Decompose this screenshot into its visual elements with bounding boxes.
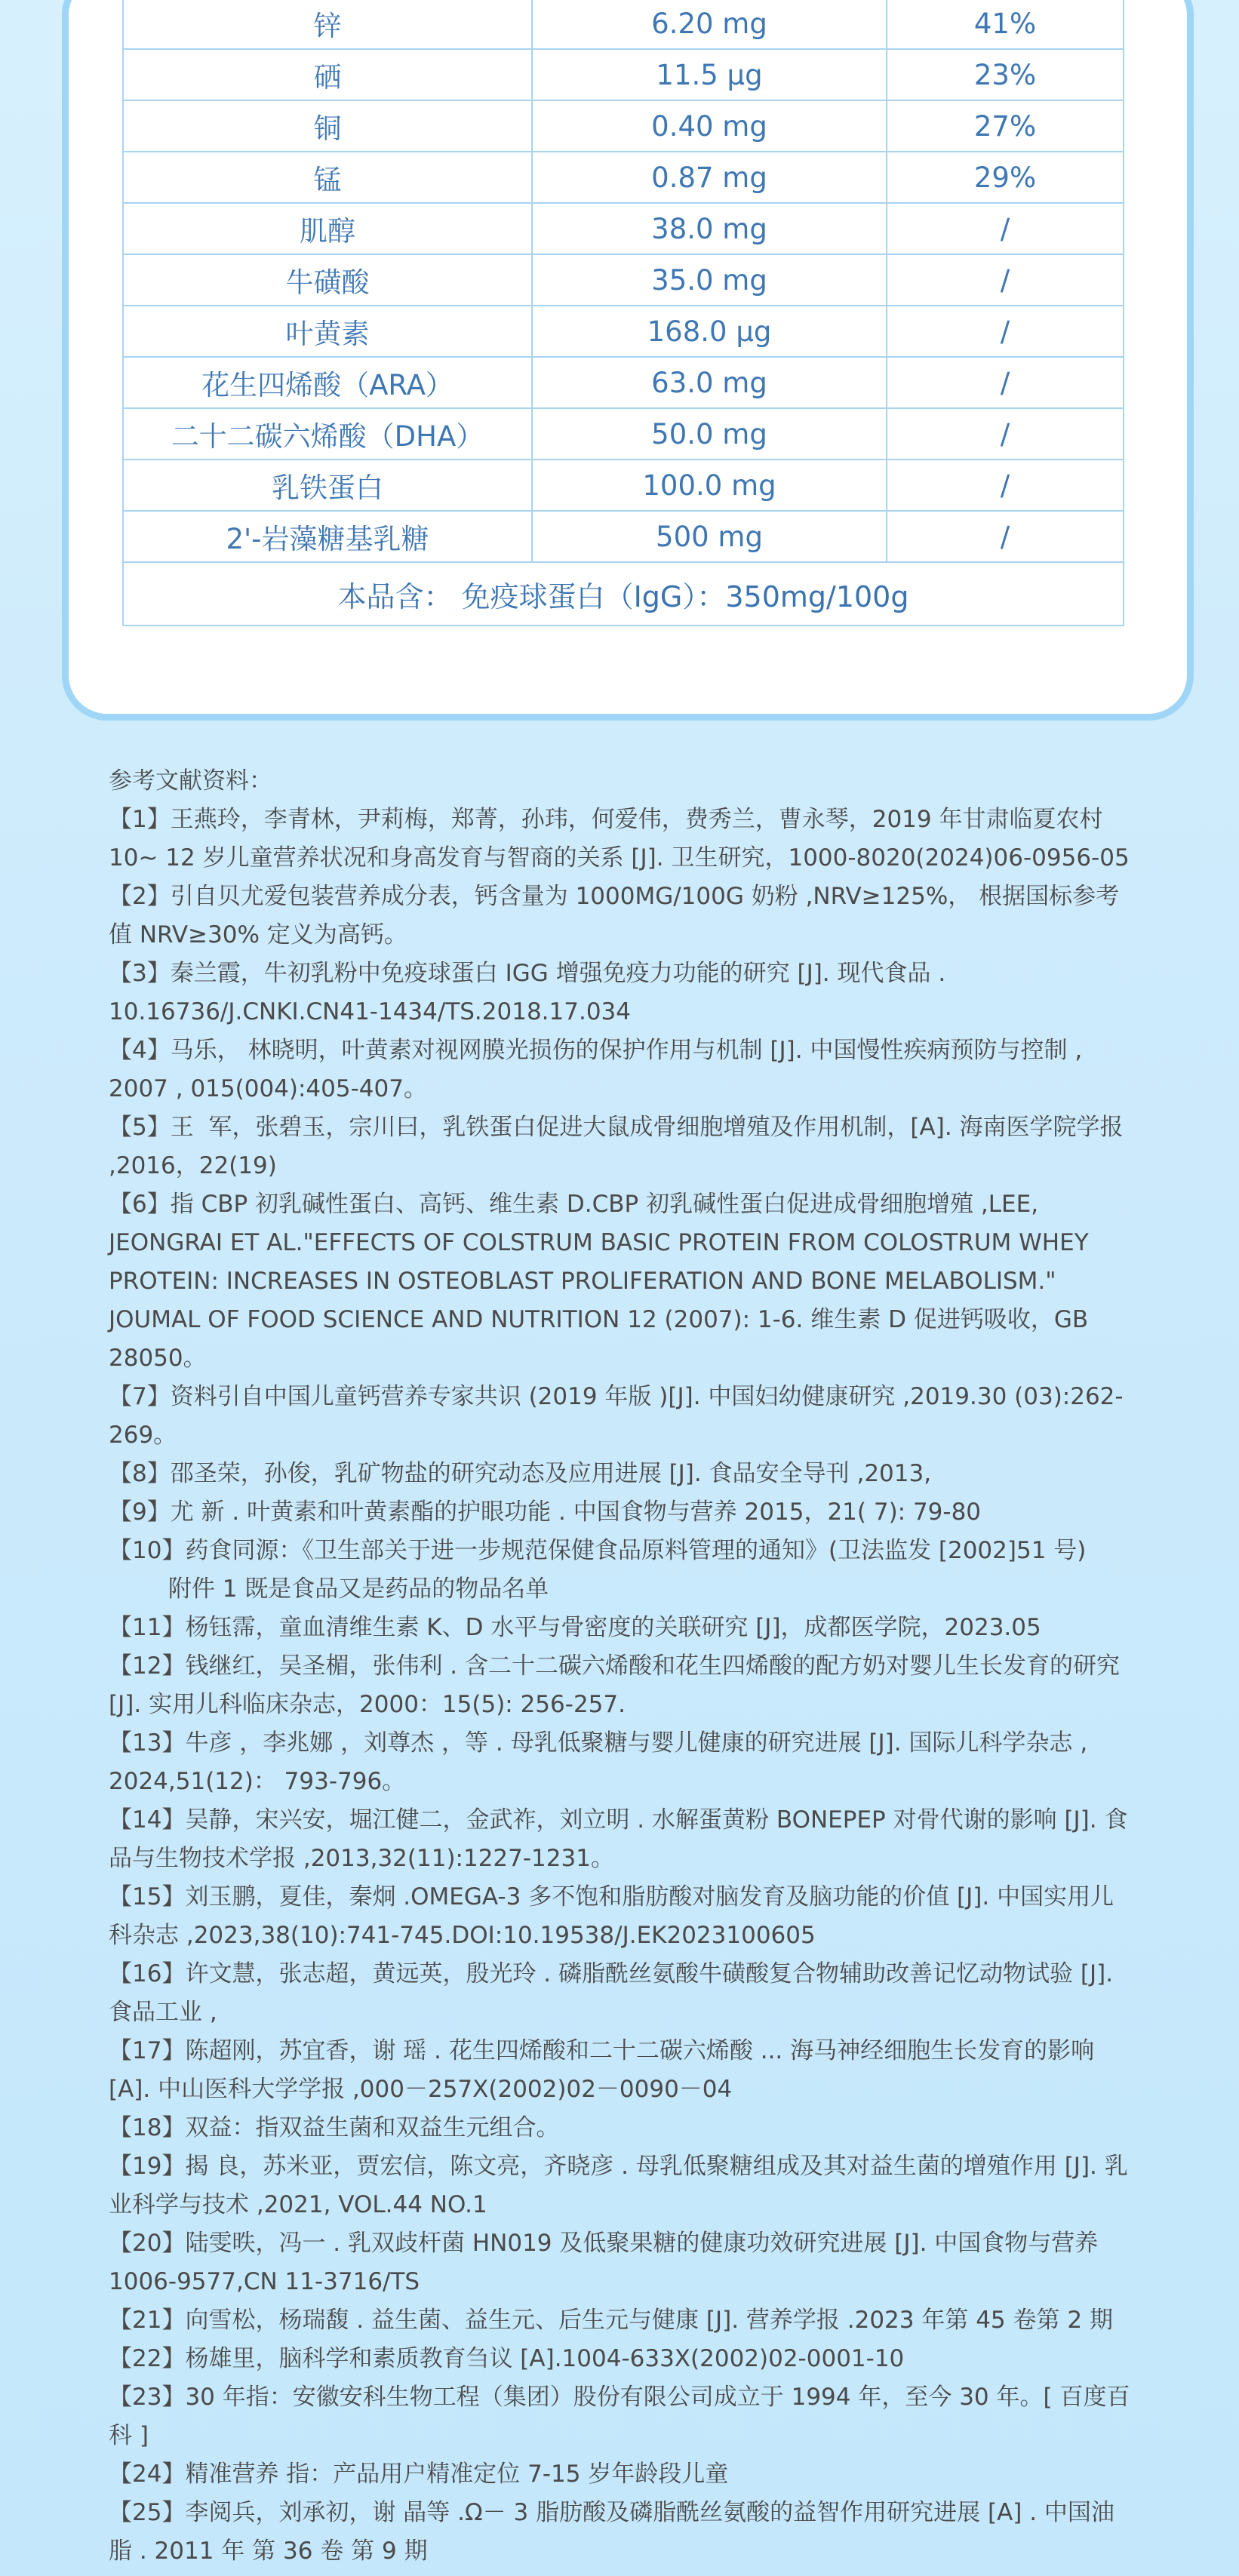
nutrient-amount: 63.0 mg: [532, 357, 887, 408]
nutrient-amount: 0.40 mg: [532, 100, 887, 152]
nutrient-nrv: /: [887, 511, 1124, 562]
reference-item: 【21】向雪松，杨瑞馥 . 益生菌、益生元、后生元与健康 [J]. 营养学报 .2023 年第 45 卷第 2 期: [109, 2307, 1113, 2334]
reference-item: 【19】揭 良，苏米亚，贾宏信，陈文亮，齐晓彦 . 母乳低聚糖组成及其对益生菌的增殖作用 [J]. 乳业科学与技术 ,2021, VOL.44 NO.1: [109, 2153, 1128, 2218]
nutrient-name: 花生四烯酸（ARA）: [123, 357, 532, 408]
reference-item: 【20】陆雯昳，冯一 . 乳双歧杆菌 HN019 及低聚果糖的健康功效研究进展 [J]. 中国食物与营养 1006-9577,CN 11-3716/TS: [109, 2230, 1106, 2295]
table-row: [123, 0, 1124, 49]
reference-item: 【23】30 年指：安徽安科生物工程（集团）股份有限公司成立于 1994 年，至今 30 年。[ 百度百科 ]: [109, 2384, 1130, 2449]
table-row: [123, 306, 1124, 357]
reference-item: 【16】许文慧，张志超，黄远英，殷光玲 . 磷脂酰丝氨酸牛磺酸复合物辅助改善记忆动物试验 [J]. 食品工业 ,: [109, 1960, 1121, 2026]
nutrition-table: [122, 0, 1124, 626]
nutrient-nrv: /: [887, 460, 1124, 511]
table-row: [123, 203, 1124, 254]
table-footer-row: [123, 562, 1124, 626]
reference-item: 【5】王 军，张碧玉，宗川曰，乳铁蛋白促进大鼠成骨细胞增殖及作用机制，[A]. 海南医学院学报 ,2016，22(19): [109, 1114, 1131, 1179]
nutrient-name: 乳铁蛋白: [123, 460, 532, 511]
nutrient-name: 锰: [123, 152, 532, 203]
reference-item: 【14】吴静，宋兴安，堀江健二，金武祚，刘立明 . 水解蛋黄粉 BONEPEP 对骨代谢的影响 [J]. 食品与生物技术学报 ,2013,32(11):1227-1231。: [109, 1806, 1128, 1872]
table-footer-note: 本品含： 免疫球蛋白（IgG）：350mg/100g: [123, 562, 1124, 626]
nutrient-nrv: /: [887, 306, 1124, 357]
reference-item: 【1】王燕玲，李青林，尹莉梅，郑菁，孙玮，何爱伟，费秀兰，曹永琴，2019 年甘肃临夏农村 10~ 12 岁儿童营养状况和身高发育与智商的关系 [J]. 卫生研究，1000-8020(2024)06-0956-05: [109, 806, 1130, 871]
nutrient-name: 叶黄素: [123, 306, 532, 357]
reference-item: 【12】钱继红，吴圣楣，张伟利 . 含二十二碳六烯酸和花生四烯酸的配方奶对婴儿生长发育的研究 [J]. 实用儿科临床杂志，2000：15(5): 256-257.: [109, 1652, 1127, 1718]
table-row: [123, 100, 1124, 152]
nutrient-amount: 0.87 mg: [532, 152, 887, 203]
reference-item: 【4】马乐， 林晓明，叶黄素对视网膜光损伤的保护作用与机制 [J]. 中国慢性疾病预防与控制 , 2007 , 015(004):405-407。: [109, 1037, 1090, 1102]
nutrient-nrv: 27%: [887, 100, 1124, 152]
references-list: [109, 801, 1135, 2571]
table-row: [123, 408, 1124, 460]
reference-item: 【8】邵圣荣，孙俊，乳矿物盐的研究动态及应用进展 [J]. 食品安全导刊 ,2013,: [109, 1460, 932, 1487]
nutrient-amount: 168.0 μg: [532, 306, 887, 357]
reference-item: 【13】牛彦 ，李兆娜 ，刘尊杰 ，等 . 母乳低聚糖与婴儿健康的研究进展 [J]. 国际儿科学杂志 , 2024,51(12)： 793-796。: [109, 1729, 1096, 1795]
reference-item: 【22】杨雄里，脑科学和素质教育刍议 [A].1004-633X(2002)02-0001-10: [109, 2345, 905, 2372]
table-row: [123, 49, 1124, 100]
nutrient-amount: 38.0 mg: [532, 203, 887, 254]
reference-item: 【7】资料引自中国儿童钙营养专家共识 (2019 年版 )[J]. 中国妇幼健康研究 ,2019.30 (03):262-269。: [109, 1383, 1124, 1449]
nutrient-nrv: /: [887, 254, 1124, 306]
nutrient-nrv: 29%: [887, 152, 1124, 203]
references-title: 参考文献资料：: [109, 767, 272, 795]
table-row: [123, 152, 1124, 203]
reference-item: 【2】引自贝尤爱包装营养成分表，钙含量为 1000MG/100G 奶粉 ,NRV≥125%， 根据国标参考值 NRV≥30% 定义为高钙。: [109, 883, 1120, 948]
reference-item: 【10】药食同源：《卫生部关于进一步规范保健食品原料管理的通知》(卫法监发 [2002]51 号) 附件 1 既是食品又是药品的物品名单: [109, 1537, 1087, 1603]
nutrient-amount: 11.5 μg: [532, 49, 887, 100]
table-row: [123, 460, 1124, 511]
nutrient-name: 肌醇: [123, 203, 532, 254]
reference-item: 【11】杨钰霈，童血清维生素 K、D 水平与骨密度的关联研究 [J]，成都医学院，2023.05: [109, 1614, 1041, 1641]
nutrient-nrv: 41%: [887, 0, 1124, 49]
nutrient-amount: 100.0 mg: [532, 460, 887, 511]
reference-item: 【9】尤 新 . 叶黄素和叶黄素酯的护眼功能 . 中国食物与营养 2015，21( 7): 79-80: [109, 1499, 982, 1526]
nutrient-nrv: /: [887, 203, 1124, 254]
nutrient-amount: 6.20 mg: [532, 0, 887, 49]
nutrient-nrv: 23%: [887, 49, 1124, 100]
table-row: [123, 511, 1124, 562]
nutrient-name: 铜: [123, 100, 532, 152]
nutrient-name: 硒: [123, 49, 532, 100]
reference-item: 【15】刘玉鹏，夏佳，秦炯 .OMEGA-3 多不饱和脂肪酸对脑发育及脑功能的价值 [J]. 中国实用儿科杂志 ,2023,38(10):741-745.DOI:10.19538/J.EK2023100605: [109, 1883, 1114, 1949]
reference-item: 【17】陈超刚，苏宜香，谢 瑶 . 花生四烯酸和二十二碳六烯酸 ... 海马神经细胞生长发育的影响 [A]. 中山医科大学学报 ,000－257X(2002)02－0090－04: [109, 2037, 1102, 2103]
nutrient-amount: 500 mg: [532, 511, 887, 562]
reference-item: 【24】精准营养 指：产品用户精准定位 7-15 岁年龄段儿童: [109, 2461, 729, 2488]
table-row: [123, 254, 1124, 306]
table-row: [123, 357, 1124, 408]
nutrient-name: 牛磺酸: [123, 254, 532, 306]
nutrient-name: 二十二碳六烯酸（DHA）: [123, 408, 532, 460]
reference-item: 【18】双益：指双益生菌和双益生元组合。: [109, 2114, 560, 2141]
reference-item: 【6】指 CBP 初乳碱性蛋白、高钙、维生素 D.CBP 初乳碱性蛋白促进成骨细胞增殖 ,LEE, JEONGRAI ET AL."EFFECTS OF COLSTRUM BASIC PROTEIN FROM COLOSTRUM WHEY PROTEIN: INCREASES IN OSTEOBLAST PROLIFERATION AND BONE MELABOLISM." JOUMAL OF FOOD SCIENCE AND NUTRITION 12 (2007): 1-6. 维生素 D 促进钙吸收，GB 28050。: [109, 1191, 1096, 1372]
nutrient-nrv: /: [887, 357, 1124, 408]
reference-item: 【25】李阅兵，刘承初，谢 晶等 .Ω－ 3 脂肪酸及磷脂酰丝氨酸的益智作用研究进展 [A] . 中国油脂 . 2011 年 第 36 卷 第 9 期: [109, 2499, 1114, 2565]
reference-item: 【3】秦兰霞，牛初乳粉中免疫球蛋白 IGG 增强免疫力功能的研究 [J]. 现代食品 . 10.16736/J.CNKI.CN41-1434/TS.2018.17.034: [109, 960, 954, 1025]
references-section: [109, 762, 1135, 2571]
nutrient-name: 锌: [123, 0, 532, 49]
nutrient-nrv: /: [887, 408, 1124, 460]
nutrient-name: 2'-岩藻糖基乳糖: [123, 511, 532, 562]
nutrient-amount: 50.0 mg: [532, 408, 887, 460]
nutrient-amount: 35.0 mg: [532, 254, 887, 306]
